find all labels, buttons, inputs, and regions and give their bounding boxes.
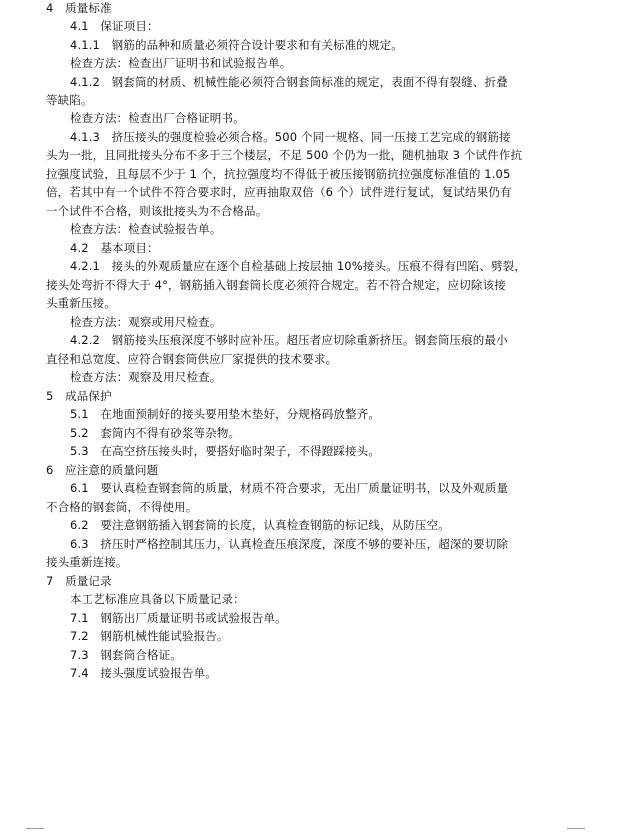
section-heading-4: 4 质量标准 (46, 1, 112, 15)
clause-5-2: 5.2 套筒内不得有砂浆等杂物。 (70, 426, 241, 440)
clause-6-1: 6.1 要认真检查钢套筒的质量，材质不符合要求，无出厂质量证明书，以及外观质量 (70, 481, 509, 495)
clause-7-4: 7.4 接头强度试验报告单。 (70, 666, 217, 680)
clause-4-1-2: 4.1.2 钢套筒的材质、机械性能必须符合钢套筒标准的规定，表面不得有裂缝、折叠 (70, 75, 508, 89)
clause-6-3-cont: 接头重新连接。 (46, 555, 128, 569)
clause-4-2-2-cont: 直径和总宽度、应符合钢套筒供应厂家提供的技术要求。 (46, 352, 338, 366)
clause-4-1-3-cont: 一个试件不合格，则该批接头为不合格品。 (46, 204, 268, 218)
clause-7-3: 7.3 钢套筒合格证。 (70, 648, 182, 662)
inspection-method: 检查方法：检查试验报告单。 (70, 222, 222, 236)
clause-7-2: 7.2 钢筋机械性能试验报告。 (70, 629, 229, 643)
clause-5-1: 5.1 在地面预制好的接头要用垫木垫好，分规格码放整齐。 (70, 407, 380, 421)
clause-4-2-1: 4.2.1 接头的外观质量应在逐个自检基础上按层抽 10%接头。压痕不得有凹陷、劈裂， (70, 259, 526, 273)
clause-4-1-2-cont: 等缺陷。 (46, 93, 93, 107)
clause-6-1-cont: 不合格的钢套筒，不得使用。 (46, 500, 198, 514)
clause-4-1-3-cont: 头为一批，且同批接头分布不多于三个楼层，不足 500 个仍为一批，随机抽取 3 个试件作抗 (46, 148, 523, 162)
clause-5-3: 5.3 在高空挤压接头时，要搭好临时架子，不得蹬踩接头。 (70, 444, 380, 458)
subsection-heading-4-2: 4.2 基本项目： (70, 241, 159, 255)
clause-4-2-2: 4.2.2 钢筋接头压痕深度不够时应补压。超压者应切除重新挤压。钢套筒压痕的最小 (70, 333, 508, 347)
subsection-heading-4-1: 4.1 保证项目： (70, 19, 159, 33)
page-corner-mark-right (567, 828, 585, 837)
clause-4-2-1-cont: 头重新压接。 (46, 296, 116, 310)
clause-6-3: 6.3 挤压时严格控制其压力，认真检查压痕深度，深度不够的要补压，超深的要切除 (70, 537, 509, 551)
clause-4-1-1: 4.1.1 钢筋的品种和质量必须符合设计要求和有关标准的规定。 (70, 38, 403, 52)
section-heading-5: 5 成品保护 (46, 389, 112, 403)
inspection-method: 检查方法：观察或用尺检查。 (70, 315, 222, 329)
inspection-method: 检查方法：检查出厂合格证明书。 (70, 111, 245, 125)
page-corner-mark-left (26, 828, 44, 837)
section-heading-6: 6 应注意的质量问题 (46, 463, 159, 477)
clause-4-1-3: 4.1.3 挤压接头的强度检验必须合格。500 个同一规格、同一压接工艺完成的钢筋接 (70, 130, 511, 144)
clause-4-1-3-cont: 拉强度试验，且每层不少于 1 个，抗拉强度均不得低于被压接钢筋抗拉强度标准值的 1.05 (46, 167, 511, 181)
inspection-method: 检查方法：观察及用尺检查。 (70, 370, 222, 384)
clause-6-2: 6.2 要注意钢筋插入钢套筒的长度，认真检查钢筋的标记线，从防压空。 (70, 518, 450, 532)
records-intro: 本工艺标准应具备以下质量记录： (70, 592, 245, 606)
clause-7-1: 7.1 钢筋出厂质量证明书或试验报告单。 (70, 611, 287, 625)
inspection-method: 检查方法：检查出厂证明书和试验报告单。 (70, 56, 292, 70)
clause-4-2-1-cont: 接头处弯折不得大于 4°，钢筋插入钢套筒长度必须符合规定。若不符合规定，应切除该接 (46, 278, 506, 292)
clause-4-1-3-cont: 倍，若其中有一个试件不符合要求时，应再抽取双倍（6 个）试件进行复试，复试结果仍有 (46, 185, 512, 199)
section-heading-7: 7 质量记录 (46, 574, 112, 588)
